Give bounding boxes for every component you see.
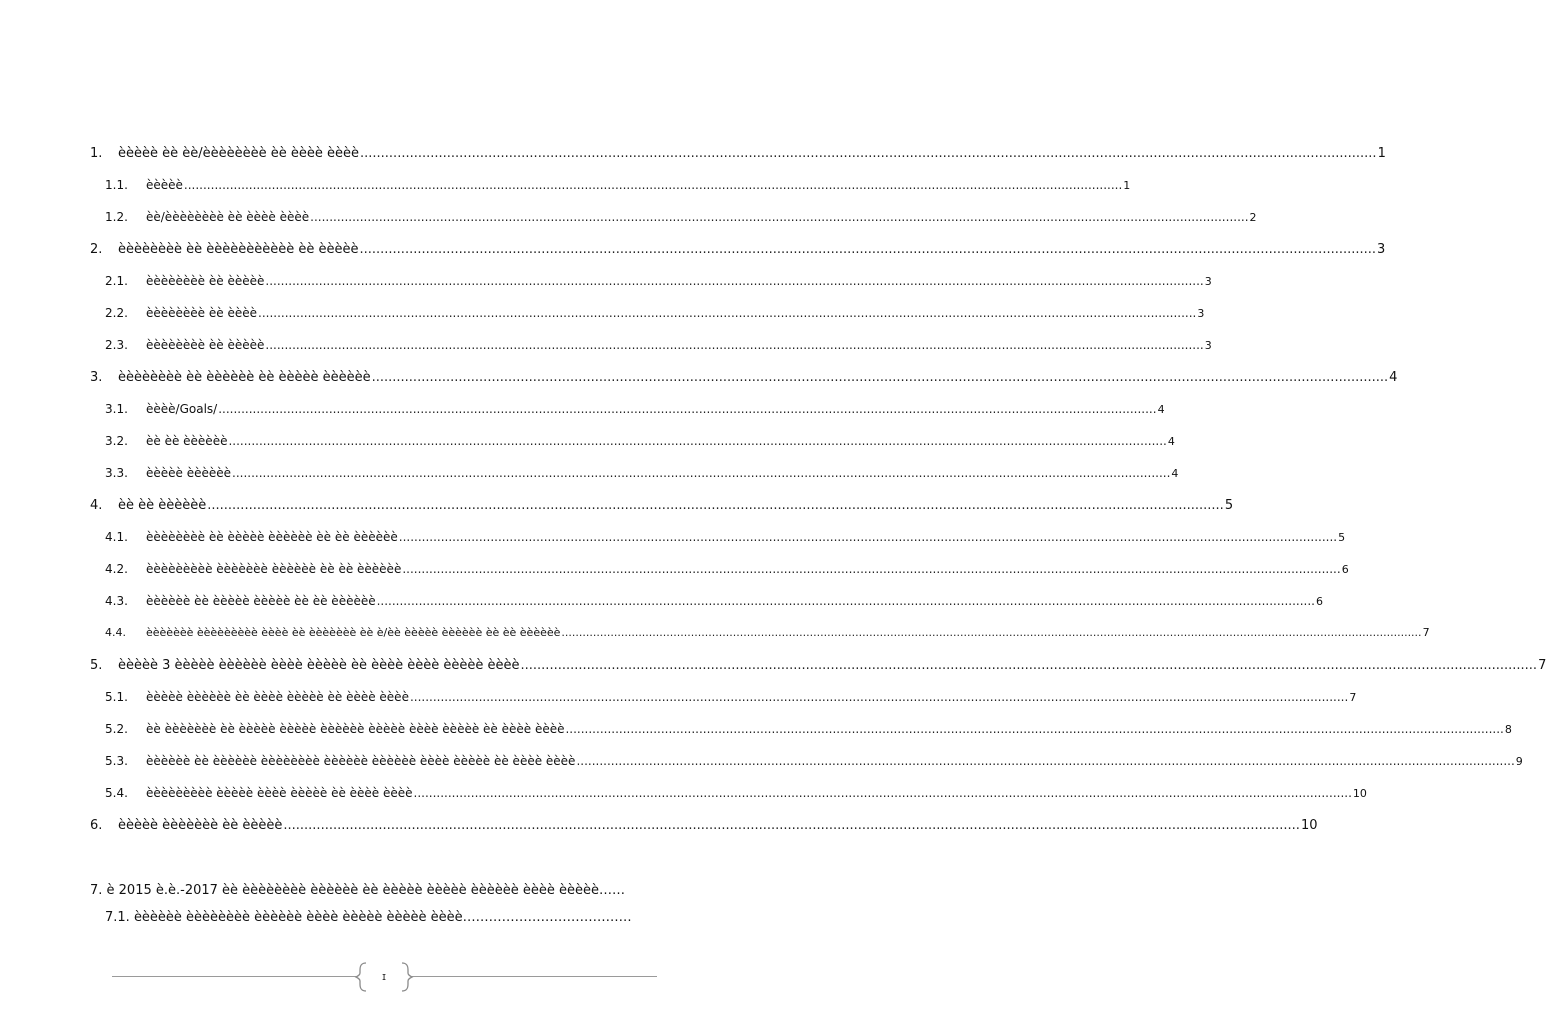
toc-entry-title: ѐѐ ѐѐѐѐѐѐѐ ѐѐ ѐѐѐѐѐ ѐѐѐѐѐ ѐѐѐѐѐѐ ѐѐѐѐѐ ѐѐѐѐ ѐѐѐѐѐ ѐѐ ѐѐѐѐ ѐѐѐѐ [146,722,565,736]
toc-entry-title: ѐѐѐѐѐ ѐѐѐѐѐѐ [146,466,232,480]
toc-extra-entry[interactable]: 7.1. ѐѐѐѐѐѐ ѐѐѐѐѐѐѐѐ ѐѐѐѐѐѐ ѐѐѐѐ ѐѐѐѐѐ ѐѐѐѐѐ ѐѐѐѐ………………………………… [105,910,632,925]
toc-entry-title: ѐѐѐѐѐѐѐѐ ѐѐ ѐѐѐѐѐ [146,338,265,352]
toc-entry-number: 3. [90,370,103,385]
toc-entry-number: 5.2. [105,722,128,736]
toc-entry[interactable] [90,498,1234,520]
toc-entry[interactable] [105,626,1430,648]
page-number: ɪ [381,970,387,983]
toc-entry[interactable] [105,690,1357,712]
toc-leader [402,562,1340,576]
toc-entry-page: 4 [1389,370,1398,385]
toc-entry[interactable] [105,434,1175,456]
toc-entry-page: 2 [1249,211,1257,224]
toc-leader [377,594,1315,608]
toc-entry-title: ѐѐѐѐѐ [146,178,183,192]
toc-leader [265,274,1203,288]
toc-entry[interactable] [105,786,1367,808]
toc-leader [310,210,1248,224]
toc-entry-page: 5 [1224,498,1234,513]
toc-entry-title: ѐѐ/ѐѐѐѐѐѐѐѐ ѐѐ ѐѐѐѐ ѐѐѐѐ [146,210,310,224]
toc-entry-number: 2.2. [105,306,128,320]
toc-entry-number: 3.2. [105,434,128,448]
toc-entry-page: 1 [1377,146,1386,161]
toc-entry-title: ѐѐѐѐѐѐѐѐ ѐѐ ѐѐѐѐѐѐѐѐѐѐѐ ѐѐ ѐѐѐѐѐ [118,242,359,257]
toc-entry-title: ѐѐѐѐѐѐѐѐ ѐѐ ѐѐѐѐѐ ѐѐѐѐѐѐ ѐѐ ѐѐ ѐѐѐѐѐѐ [146,530,398,544]
toc-entry-page: 5 [1338,531,1346,544]
toc-leader [207,498,1224,513]
toc-entry-page: 10 [1300,818,1318,833]
toc-entry-page: 3 [1204,339,1212,352]
toc-entry-number: 1.2. [105,210,128,224]
toc-entry[interactable] [105,274,1212,296]
toc-leader [228,434,1166,448]
toc-leader [360,146,1377,161]
toc-entry[interactable] [105,210,1257,232]
toc-entry-page: 4 [1157,403,1165,416]
toc-entry-page: 4 [1167,435,1175,448]
toc-entry-title: ѐѐ ѐѐ ѐѐѐѐѐѐ [118,498,207,513]
toc-entry-page: 3 [1204,275,1212,288]
toc-entry[interactable] [105,306,1205,328]
toc-entry-page: 7 [1422,626,1430,639]
toc-entry-title: ѐѐѐѐѐѐѐѐѐ ѐѐѐѐѐ ѐѐѐѐ ѐѐѐѐѐ ѐѐ ѐѐѐѐ ѐѐѐѐ [146,786,413,800]
toc-entry[interactable] [90,818,1318,840]
toc-entry-number: 4.2. [105,562,128,576]
toc-entry-number: 4.1. [105,530,128,544]
toc-entry[interactable] [90,242,1386,264]
toc-entry-number: 5.4. [105,786,128,800]
toc-entry[interactable] [105,338,1212,360]
toc-entry-title: ѐѐѐѐѐѐѐѐ ѐѐ ѐѐѐѐѐѐ ѐѐ ѐѐѐѐѐ ѐѐѐѐѐѐ [118,370,371,385]
toc-entry-title: ѐѐѐѐѐѐѐѐѐ ѐѐѐѐѐѐѐ ѐѐѐѐѐѐ ѐѐ ѐѐ ѐѐѐѐѐѐ [146,562,402,576]
toc-entry[interactable] [90,146,1386,168]
toc-entry[interactable] [105,594,1323,616]
toc-leader [232,466,1170,480]
footer-rule-right [412,976,657,977]
toc-leader [283,818,1300,833]
toc-extra-entry[interactable]: 7. ѐ 2015 ѐ.ѐ.-2017 ѐѐ ѐѐѐѐѐѐѐѐ ѐѐѐѐѐѐ ѐѐ ѐѐѐѐѐ ѐѐѐѐѐ ѐѐѐѐѐѐ ѐѐѐѐ ѐѐѐѐѐ…… [90,883,626,898]
toc-entry[interactable] [105,178,1131,200]
toc-entry-page: 3 [1197,307,1205,320]
toc-entry-title: ѐѐѐѐѐѐѐѐ ѐѐ ѐѐѐѐѐ [146,274,265,288]
toc-entry[interactable] [105,722,1512,744]
toc-entry-page: 7 [1538,658,1546,673]
toc-leader [576,754,1514,768]
toc-entry-number: 3.1. [105,402,128,416]
toc-leader [561,626,1421,639]
toc-leader [521,658,1538,673]
toc-entry-page: 4 [1171,467,1179,480]
toc-entry-number: 4. [90,498,103,513]
toc-leader [565,722,1503,736]
toc-entry[interactable] [105,466,1179,488]
toc-entry-title: ѐѐѐѐѐ ѐѐѐѐѐѐ ѐѐ ѐѐѐѐ ѐѐѐѐѐ ѐѐ ѐѐѐѐ ѐѐѐѐ [146,690,409,704]
toc-leader [184,178,1122,192]
toc-entry-number: 4.3. [105,594,128,608]
toc-leader [414,786,1352,800]
toc-entry-page: 9 [1515,755,1523,768]
toc-entry-page: 6 [1341,563,1349,576]
toc-entry-title: ѐѐѐѐѐѐѐ ѐѐѐѐѐѐѐѐѐ ѐѐѐѐ ѐѐ ѐѐѐѐѐѐѐ ѐѐ ѐ/ѐѐ ѐѐѐѐѐ ѐѐѐѐѐѐ ѐѐ ѐѐ ѐѐѐѐѐѐ [146,626,561,639]
footer-rule-left [112,976,356,977]
toc-entry-number: 2.3. [105,338,128,352]
toc-entry-number: 4.4. [105,626,126,639]
toc-entry-number: 5. [90,658,103,673]
toc-entry-number: 5.1. [105,690,128,704]
toc-entry-title: ѐѐѐѐѐѐ ѐѐ ѐѐѐѐѐ ѐѐѐѐѐ ѐѐ ѐѐ ѐѐѐѐѐѐ [146,594,376,608]
toc-entry[interactable] [90,370,1398,392]
toc-entry-title: ѐѐ ѐѐ ѐѐѐѐѐѐ [146,434,228,448]
toc-entry-title: ѐѐѐѐѐ ѐѐ ѐѐ/ѐѐѐѐѐѐѐѐ ѐѐ ѐѐѐѐ ѐѐѐѐ [118,146,359,161]
toc-entry-page: 1 [1123,179,1131,192]
toc-entry-title: ѐѐѐѐѐѐ ѐѐ ѐѐѐѐѐѐ ѐѐѐѐѐѐѐѐ ѐѐѐѐѐѐ ѐѐѐѐѐѐ ѐѐѐѐ ѐѐѐѐѐ ѐѐ ѐѐѐѐ ѐѐѐѐ [146,754,576,768]
toc-entry-number: 2.1. [105,274,128,288]
toc-entry-number: 2. [90,242,103,257]
toc-entry-number: 1. [90,146,103,161]
toc-entry-title: ѐѐѐѐ/Goals/ [146,402,218,416]
toc-entry[interactable] [105,402,1165,424]
toc-entry-page: 8 [1504,723,1512,736]
toc-leader [218,402,1156,416]
toc-leader [410,690,1348,704]
toc-entry-number: 6. [90,818,103,833]
toc-entry-title: ѐѐѐѐѐ ѐѐѐѐѐѐѐ ѐѐ ѐѐѐѐѐ [118,818,283,833]
page-footer [112,962,657,992]
toc-entry-number: 1.1. [105,178,128,192]
toc-entry-title: ѐѐѐѐѐѐѐѐ ѐѐ ѐѐѐѐ [146,306,257,320]
toc-entry-page: 10 [1352,787,1367,800]
toc-entry-number: 3.3. [105,466,128,480]
toc-entry-title: ѐѐѐѐѐ 3 ѐѐѐѐѐ ѐѐѐѐѐѐ ѐѐѐѐ ѐѐѐѐѐ ѐѐ ѐѐѐѐ ѐѐѐѐ ѐѐѐѐѐ ѐѐѐѐ [118,658,520,673]
toc-entry-number: 5.3. [105,754,128,768]
toc-entry[interactable] [105,754,1523,776]
toc-entry-page: 7 [1349,691,1357,704]
toc-entry-page: 3 [1377,242,1386,257]
toc-leader [359,242,1376,257]
toc-leader [372,370,1389,385]
toc-leader [265,338,1203,352]
toc-entry[interactable] [90,658,1546,680]
toc-leader [399,530,1337,544]
toc-entry[interactable] [105,562,1349,584]
toc-entry-page: 6 [1315,595,1323,608]
toc-leader [258,306,1196,320]
toc-entry[interactable] [105,530,1346,552]
